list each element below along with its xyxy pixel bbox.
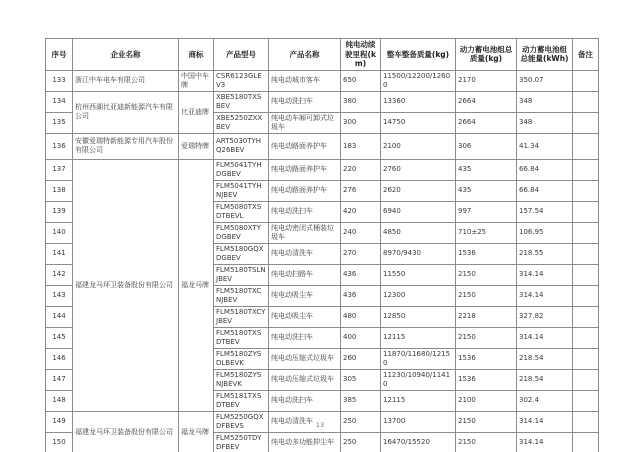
cell-product: 纯电动洗扫车 xyxy=(269,327,341,348)
cell-curb-mass: 13700 xyxy=(381,411,456,432)
cell-battery-mass: 1536 xyxy=(456,243,517,264)
cell-product: 纯电动吸尘车 xyxy=(269,306,341,327)
cell-battery-mass: 2664 xyxy=(456,91,517,112)
cell-battery-energy: 314.14 xyxy=(517,264,573,285)
cell-model: FLM5180GQXDGBEV xyxy=(214,243,269,264)
header-trademark: 商标 xyxy=(179,39,214,71)
cell-curb-mass: 8970/9430 xyxy=(381,243,456,264)
cell-curb-mass: 12850 xyxy=(381,306,456,327)
cell-no: 147 xyxy=(46,369,73,390)
table-row xyxy=(46,133,599,159)
cell-curb-mass: 14750 xyxy=(381,112,456,133)
cell-model: FLM5181TXSDTBEV xyxy=(214,390,269,411)
cell-range: 650 xyxy=(341,70,381,91)
cell-remark xyxy=(573,133,599,159)
cell-product: 纯电动路面养护车 xyxy=(269,133,341,159)
table-row xyxy=(46,91,599,112)
header-no: 序号 xyxy=(46,39,73,71)
cell-no: 144 xyxy=(46,306,73,327)
page-number: 13 xyxy=(315,421,325,429)
cell-no: 136 xyxy=(46,133,73,159)
header-curb-mass: 整车整备质量(kg) xyxy=(381,39,456,71)
cell-curb-mass: 11550 xyxy=(381,264,456,285)
cell-battery-mass: 2170 xyxy=(456,70,517,91)
cell-battery-mass: 2150 xyxy=(456,432,517,452)
cell-no: 145 xyxy=(46,327,73,348)
cell-company: 福建龙马环卫装备股份有限公司 xyxy=(73,411,179,452)
cell-no: 137 xyxy=(46,159,73,180)
cell-remark xyxy=(573,432,599,452)
cell-battery-energy: 218.55 xyxy=(517,243,573,264)
vehicle-announcement-table xyxy=(45,38,599,452)
cell-remark xyxy=(573,91,599,112)
header-company: 企业名称 xyxy=(73,39,179,71)
cell-range: 183 xyxy=(341,133,381,159)
cell-model: FLM5180ZYSDLBEVK xyxy=(214,348,269,369)
cell-model: XBE5180TXSBEV xyxy=(214,91,269,112)
cell-product: 纯电动洗扫车 xyxy=(269,201,341,222)
cell-no: 146 xyxy=(46,348,73,369)
cell-trademark: 福龙马牌 xyxy=(179,411,214,452)
cell-curb-mass: 2620 xyxy=(381,180,456,201)
cell-battery-energy: 218.54 xyxy=(517,348,573,369)
cell-model: FLM5250GQXDFBEVS xyxy=(214,411,269,432)
cell-range: 400 xyxy=(341,327,381,348)
cell-remark xyxy=(573,390,599,411)
cell-remark xyxy=(573,201,599,222)
cell-remark xyxy=(573,369,599,390)
cell-battery-mass: 2150 xyxy=(456,285,517,306)
cell-no: 142 xyxy=(46,264,73,285)
cell-battery-mass: 1536 xyxy=(456,369,517,390)
cell-range: 260 xyxy=(341,348,381,369)
cell-range: 380 xyxy=(341,91,381,112)
cell-range: 300 xyxy=(341,112,381,133)
cell-battery-energy: 66.84 xyxy=(517,159,573,180)
cell-range: 420 xyxy=(341,201,381,222)
cell-battery-energy: 218.54 xyxy=(517,369,573,390)
cell-model: FLM5180ZYSNJBEVK xyxy=(214,369,269,390)
cell-battery-energy: 157.54 xyxy=(517,201,573,222)
cell-battery-energy: 327.82 xyxy=(517,306,573,327)
cell-battery-energy: 314.14 xyxy=(517,411,573,432)
cell-model: CSR6123GLEV3 xyxy=(214,70,269,91)
header-product: 产品名称 xyxy=(269,39,341,71)
cell-product: 纯电动清洗车 xyxy=(269,243,341,264)
cell-curb-mass: 6940 xyxy=(381,201,456,222)
cell-curb-mass: 11230/10940/11410 xyxy=(381,369,456,390)
cell-remark xyxy=(573,112,599,133)
cell-battery-mass: 710±25 xyxy=(456,222,517,243)
cell-product: 纯电动扫路车 xyxy=(269,264,341,285)
cell-battery-mass: 2150 xyxy=(456,264,517,285)
cell-company: 杭州西湖比亚迪新能源汽车有限公司 xyxy=(73,91,179,133)
cell-trademark: 福龙马牌 xyxy=(179,159,214,411)
header-remark: 备注 xyxy=(573,39,599,71)
cell-remark xyxy=(573,70,599,91)
cell-battery-mass: 435 xyxy=(456,180,517,201)
cell-product: 纯电动多功能抑尘车 xyxy=(269,432,341,452)
cell-curb-mass: 12300 xyxy=(381,285,456,306)
cell-no: 148 xyxy=(46,390,73,411)
cell-product: 纯电动清洗车 xyxy=(269,411,341,432)
table-body xyxy=(46,70,599,452)
table-row xyxy=(46,159,599,180)
cell-battery-mass: 997 xyxy=(456,201,517,222)
cell-battery-mass: 2150 xyxy=(456,411,517,432)
header-row xyxy=(46,39,599,71)
cell-range: 436 xyxy=(341,264,381,285)
cell-range: 276 xyxy=(341,180,381,201)
cell-battery-energy: 348 xyxy=(517,91,573,112)
cell-remark xyxy=(573,222,599,243)
cell-product: 纯电动密闭式桶装垃圾车 xyxy=(269,222,341,243)
cell-model: FLM5180TXCNJBEV xyxy=(214,285,269,306)
cell-range: 240 xyxy=(341,222,381,243)
cell-curb-mass: 16470/15520 xyxy=(381,432,456,452)
cell-range: 250 xyxy=(341,432,381,452)
cell-model: FLM5180TXSDTBEV xyxy=(214,327,269,348)
cell-model: FLM5250TDYDFBEV xyxy=(214,432,269,452)
cell-range: 385 xyxy=(341,390,381,411)
cell-remark xyxy=(573,285,599,306)
cell-product: 纯电动洗扫车 xyxy=(269,91,341,112)
cell-curb-mass: 4850 xyxy=(381,222,456,243)
cell-range: 436 xyxy=(341,285,381,306)
cell-no: 140 xyxy=(46,222,73,243)
cell-remark xyxy=(573,180,599,201)
cell-battery-energy: 302.4 xyxy=(517,390,573,411)
cell-no: 134 xyxy=(46,91,73,112)
cell-range: 250 xyxy=(341,411,381,432)
cell-curb-mass: 2100 xyxy=(381,133,456,159)
cell-model: FLM5180TSLNJBEV xyxy=(214,264,269,285)
header-battery-mass: 动力蓄电池组总质量(kg) xyxy=(456,39,517,71)
cell-company: 福建龙马环卫装备股份有限公司 xyxy=(73,159,179,411)
cell-range: 305 xyxy=(341,369,381,390)
cell-no: 150 xyxy=(46,432,73,452)
table-header xyxy=(46,39,599,71)
cell-model: FLM5080XTYDGBEV xyxy=(214,222,269,243)
cell-no: 133 xyxy=(46,70,73,91)
cell-product: 纯电动洗扫车 xyxy=(269,390,341,411)
cell-range: 270 xyxy=(341,243,381,264)
cell-trademark: 中国中车牌 xyxy=(179,70,214,91)
cell-battery-energy: 66.84 xyxy=(517,180,573,201)
cell-remark xyxy=(573,243,599,264)
cell-curb-mass: 13360 xyxy=(381,91,456,112)
cell-battery-mass: 435 xyxy=(456,159,517,180)
header-battery-energy: 动力蓄电池组总能量(kWh) xyxy=(517,39,573,71)
table-row xyxy=(46,70,599,91)
cell-remark xyxy=(573,306,599,327)
cell-product: 纯电动城市客车 xyxy=(269,70,341,91)
cell-battery-mass: 2150 xyxy=(456,327,517,348)
cell-battery-energy: 41.34 xyxy=(517,133,573,159)
header-range: 纯电动续驶里程(km) xyxy=(341,39,381,71)
cell-remark xyxy=(573,159,599,180)
cell-product: 纯电动路面养护车 xyxy=(269,159,341,180)
cell-trademark: 爱瑞特牌 xyxy=(179,133,214,159)
cell-no: 149 xyxy=(46,411,73,432)
cell-curb-mass: 11500/12200/12600 xyxy=(381,70,456,91)
cell-company: 安徽爱瑞特新能源专用汽车股份有限公司 xyxy=(73,133,179,159)
cell-model: FLM5080TXSDTBEVL xyxy=(214,201,269,222)
cell-trademark: 比亚迪牌 xyxy=(179,91,214,133)
cell-curb-mass: 2760 xyxy=(381,159,456,180)
cell-remark xyxy=(573,348,599,369)
cell-battery-energy: 348 xyxy=(517,112,573,133)
cell-model: XBE5250ZXXBEV xyxy=(214,112,269,133)
cell-product: 纯电动路面养护车 xyxy=(269,180,341,201)
cell-battery-mass: 2664 xyxy=(456,112,517,133)
cell-curb-mass: 11870/11680/12150 xyxy=(381,348,456,369)
cell-no: 143 xyxy=(46,285,73,306)
cell-battery-energy: 314.14 xyxy=(517,327,573,348)
cell-model: FLM5041TYHDGBEV xyxy=(214,159,269,180)
cell-remark xyxy=(573,264,599,285)
cell-product: 纯电动压缩式垃圾车 xyxy=(269,369,341,390)
cell-battery-mass: 2100 xyxy=(456,390,517,411)
cell-product: 纯电动压缩式垃圾车 xyxy=(269,348,341,369)
cell-battery-mass: 306 xyxy=(456,133,517,159)
cell-curb-mass: 12115 xyxy=(381,390,456,411)
cell-no: 139 xyxy=(46,201,73,222)
cell-battery-energy: 106.95 xyxy=(517,222,573,243)
cell-battery-energy: 350.07 xyxy=(517,70,573,91)
cell-battery-mass: 1536 xyxy=(456,348,517,369)
cell-range: 480 xyxy=(341,306,381,327)
header-model: 产品型号 xyxy=(214,39,269,71)
cell-range: 220 xyxy=(341,159,381,180)
cell-no: 135 xyxy=(46,112,73,133)
cell-battery-energy: 314.14 xyxy=(517,285,573,306)
cell-no: 138 xyxy=(46,180,73,201)
cell-model: FLM5041TYHNJBEV xyxy=(214,180,269,201)
cell-curb-mass: 12115 xyxy=(381,327,456,348)
cell-product: 纯电动车厢可卸式垃圾车 xyxy=(269,112,341,133)
cell-battery-energy: 314.14 xyxy=(517,432,573,452)
cell-battery-mass: 2218 xyxy=(456,306,517,327)
cell-model: ART5030TYHQ26BEV xyxy=(214,133,269,159)
cell-model: FLM5180TXCYJBEV xyxy=(214,306,269,327)
cell-remark xyxy=(573,327,599,348)
cell-no: 141 xyxy=(46,243,73,264)
cell-product: 纯电动吸尘车 xyxy=(269,285,341,306)
cell-company: 浙江中车电车有限公司 xyxy=(73,70,179,91)
